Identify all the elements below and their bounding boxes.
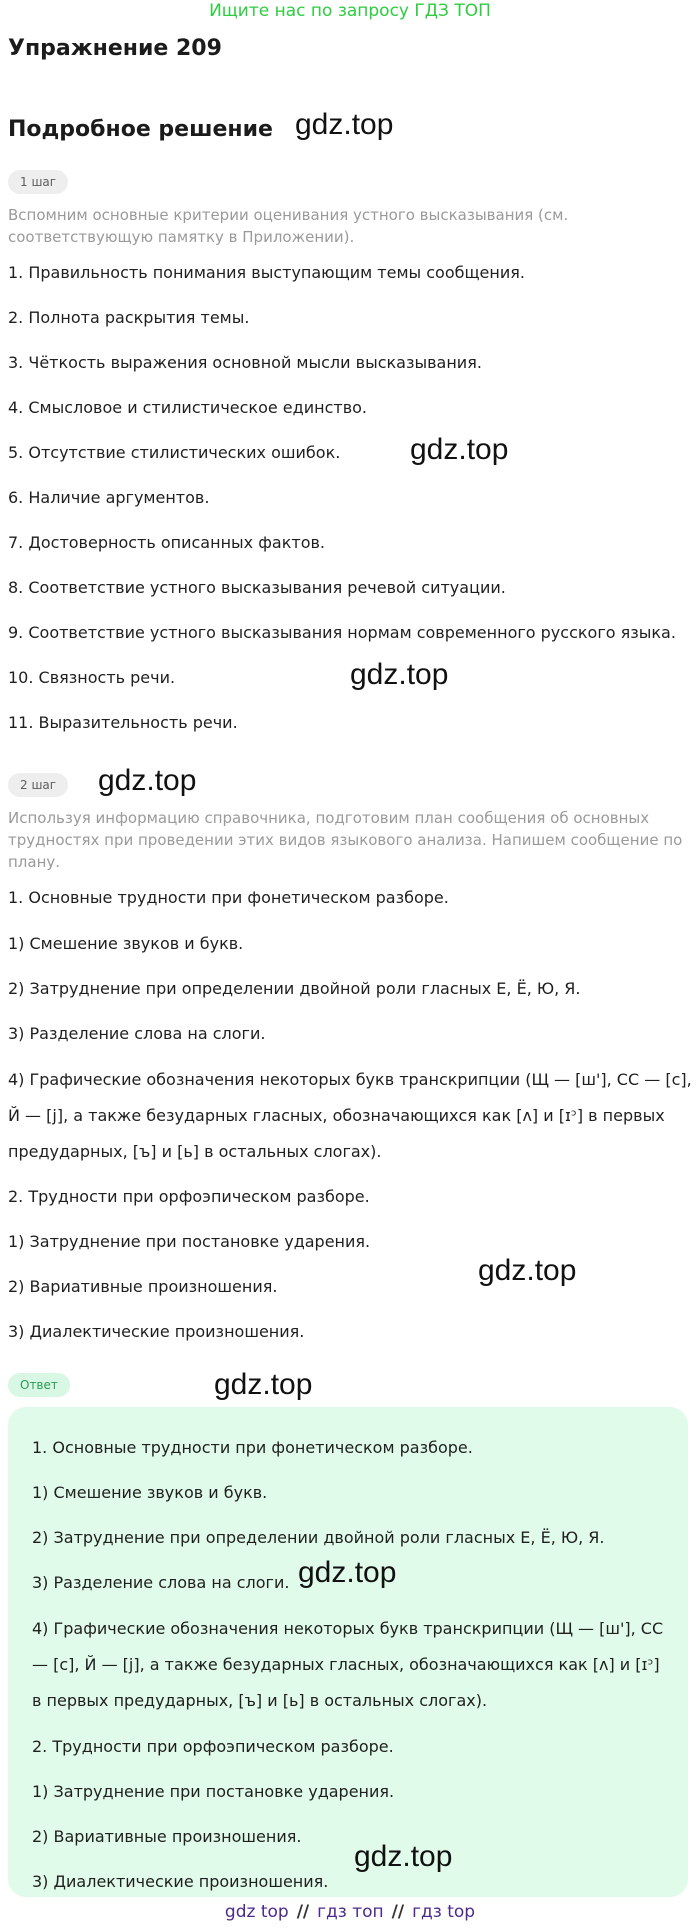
answer-item: 1) Затруднение при постановке ударения. — [32, 1782, 395, 1801]
answer-item: 2) Вариативные произношения. — [32, 1827, 302, 1846]
page-title: Упражнение 209 — [8, 36, 222, 61]
footer-link[interactable]: гдз топ — [317, 1902, 384, 1922]
list-item: 6. Наличие аргументов. — [8, 488, 210, 507]
section-title: Подробное решение — [8, 117, 273, 142]
footer-separator: // — [296, 1902, 310, 1922]
watermark-text: gdz.top — [410, 433, 509, 466]
list-item: 4. Смысловое и стилистическое единство. — [8, 398, 367, 417]
list-item: 2) Вариативные произношения. — [8, 1277, 278, 1296]
list-item: 3) Диалектические произношения. — [8, 1322, 305, 1341]
watermark-text: gdz.top — [298, 1556, 397, 1589]
answer-item: 1) Смешение звуков и букв. — [32, 1483, 268, 1502]
list-item: 3. Чёткость выражения основной мысли высказывания. — [8, 353, 482, 372]
answer-badge: Ответ — [8, 1373, 70, 1397]
list-item: 5. Отсутствие стилистических ошибок. — [8, 443, 341, 462]
step-hint: Используя информацию справочника, подготовим план сообщения об основных трудностях при проведении этих видов языкового анализа. Напишем сообщение по плану. — [8, 809, 683, 871]
answer-item: 4) Графические обозначения некоторых букв транскрипции (Щ — [ш'], СС — [с], Й — [j], а также безударных гласных, обозначающихся как [ʌ] и [ɪᵓ] в первых предударных, [ъ] и [ь] в остальных слогах). — [32, 1619, 664, 1710]
list-item: 2. Трудности при орфоэпическом разборе. — [8, 1187, 370, 1206]
watermark-text: gdz.top — [478, 1254, 577, 1287]
list-item: 10. Связность речи. — [8, 668, 176, 687]
list-item: 4) Графические обозначения некоторых букв транскрипции (Щ — [ш'], СС — [с], Й — [j], а также безударных гласных, обозначающихся как [ʌ] и [ɪᵓ] в первых предударных, [ъ] и [ь] в остальных слогах). — [8, 1070, 692, 1161]
answer-item: 1. Основные трудности при фонетическом разборе. — [32, 1438, 473, 1457]
search-banner: Ищите нас по запросу ГДЗ ТОП — [209, 1, 491, 21]
answer-item: 2. Трудности при орфоэпическом разборе. — [32, 1737, 394, 1756]
list-item: 8. Соответствие устного высказывания речевой ситуации. — [8, 578, 506, 597]
list-item: 1) Затруднение при постановке ударения. — [8, 1232, 371, 1251]
step-hint: Вспомним основные критерии оценивания устного высказывания (см. соответствующую памятку в Приложении). — [8, 206, 569, 246]
list-item: 3) Разделение слова на слоги. — [8, 1024, 266, 1043]
list-item: 11. Выразительность речи. — [8, 713, 238, 732]
list-item: 2. Полнота раскрытия темы. — [8, 308, 250, 327]
watermark-text: gdz.top — [214, 1368, 313, 1401]
answer-item: 2) Затруднение при определении двойной роли гласных Е, Ё, Ю, Я. — [32, 1528, 605, 1547]
list-item: 9. Соответствие устного высказывания нормам современного русского языка. — [8, 623, 676, 642]
list-item: 1. Основные трудности при фонетическом разборе. — [8, 888, 449, 907]
answer-item: 3) Разделение слова на слоги. — [32, 1573, 290, 1592]
footer-links — [0, 1900, 700, 1924]
step-badge: 1 шаг — [8, 170, 68, 194]
watermark-text: gdz.top — [354, 1840, 453, 1873]
watermark-text: gdz.top — [295, 108, 394, 141]
watermark-text: gdz.top — [98, 764, 197, 797]
list-item: 1. Правильность понимания выступающим темы сообщения. — [8, 263, 525, 282]
footer-link[interactable]: гдз top — [412, 1902, 476, 1922]
watermark-text: gdz.top — [350, 658, 449, 691]
list-item: 2) Затруднение при определении двойной роли гласных Е, Ё, Ю, Я. — [8, 979, 581, 998]
list-item: 1) Смешение звуков и букв. — [8, 934, 244, 953]
step-badge: 2 шаг — [8, 773, 68, 797]
footer-separator: // — [391, 1902, 405, 1922]
footer-link[interactable]: gdz top — [224, 1902, 289, 1922]
answer-item: 3) Диалектические произношения. — [32, 1872, 329, 1891]
list-item: 7. Достоверность описанных фактов. — [8, 533, 325, 552]
